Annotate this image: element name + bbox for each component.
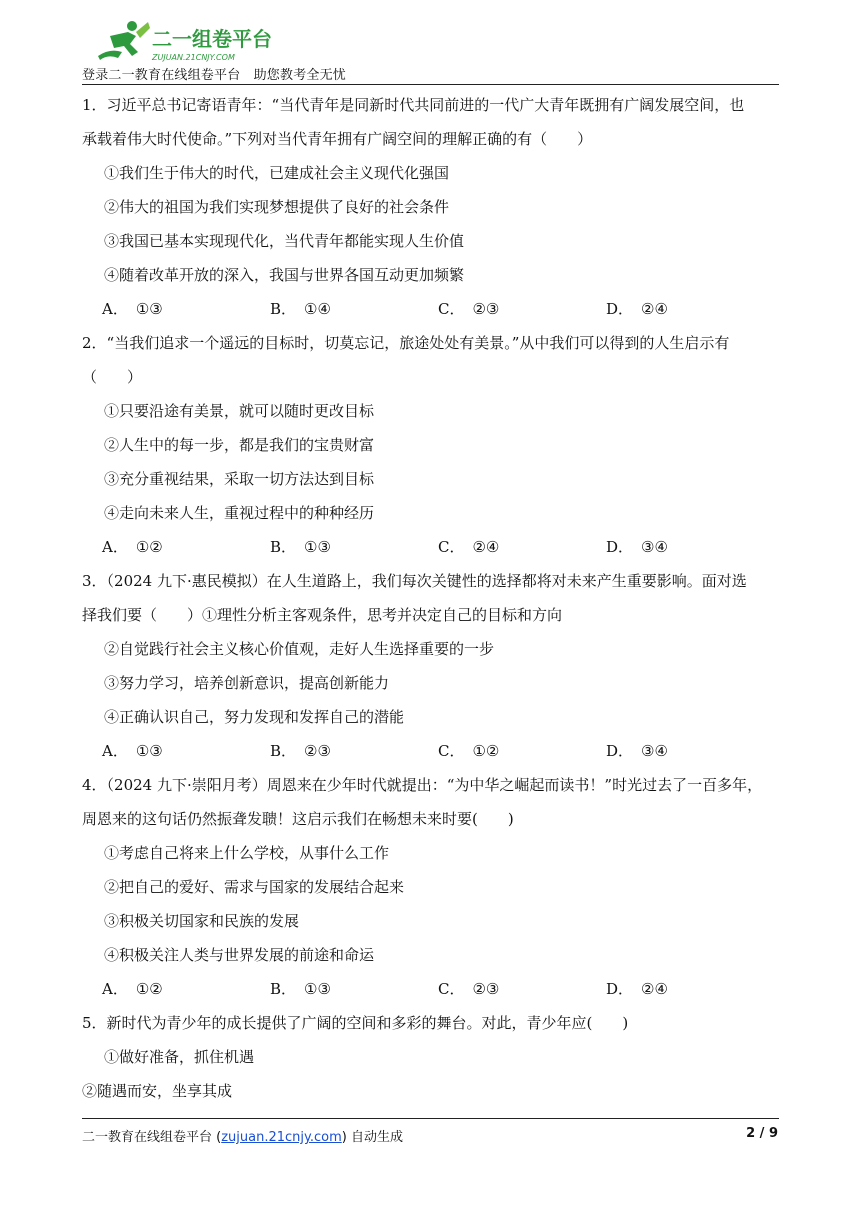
statement-option: ③努力学习，培养创新意识，提高创新能力 <box>104 674 390 692</box>
statement-option: ②伟大的祖国为我们实现梦想提供了良好的社会条件 <box>104 198 450 216</box>
question-stem-line: 承载着伟大时代使命。”下列对当代青年拥有广阔空间的理解正确的有（ ） <box>82 130 593 148</box>
answer-choice[interactable] <box>102 292 270 326</box>
statement-option: ①只要沿途有美景，就可以随时更改目标 <box>104 402 375 420</box>
statement-option: ②随遇而安，坐享其成 <box>82 1082 233 1100</box>
choice-value: ①③ <box>304 538 331 556</box>
choice-value: ①② <box>472 742 500 760</box>
answer-choice[interactable] <box>102 530 270 564</box>
question-5 <box>82 1006 782 1108</box>
footer-link[interactable]: zujuan.21cnjy.com <box>221 1130 342 1145</box>
answer-choice[interactable] <box>102 734 270 768</box>
choice-value: ①③ <box>304 980 331 998</box>
footer-divider <box>82 1118 779 1119</box>
choice-letter: D． <box>606 538 634 556</box>
choice-value: ①③ <box>135 742 163 760</box>
running-figure-icon <box>98 21 150 60</box>
question-2 <box>82 326 782 564</box>
choice-value: ②③ <box>304 742 331 760</box>
statement-option: ③我国已基本实现现代化，当代青年都能实现人生价值 <box>104 232 465 250</box>
answer-choice[interactable] <box>606 972 774 1006</box>
statement-option: ①考虑自己将来上什么学校，从事什么工作 <box>104 844 390 862</box>
choice-value: ①④ <box>304 300 331 318</box>
choice-value: ②④ <box>472 538 500 556</box>
choice-letter: D． <box>606 742 634 760</box>
question-stem-line: （ ） <box>82 368 143 386</box>
header-divider <box>82 84 779 85</box>
statement-option: ④正确认识自己，努力发现和发挥自己的潜能 <box>104 708 405 726</box>
choice-letter: D． <box>606 980 634 998</box>
choice-letter: B． <box>270 980 297 998</box>
header-tagline: 登录二一教育在线组卷平台 助您教考全无忧 <box>82 68 347 83</box>
choice-value: ③④ <box>641 538 668 556</box>
statement-option: ③充分重视结果，采取一切方法达到目标 <box>104 470 375 488</box>
choice-letter: C． <box>438 980 465 998</box>
choice-letter: B． <box>270 742 297 760</box>
choice-value: ①② <box>135 980 163 998</box>
choice-letter: A． <box>102 980 128 998</box>
choice-letter: A． <box>102 742 128 760</box>
answer-choice[interactable] <box>606 292 774 326</box>
answer-choice[interactable] <box>438 734 606 768</box>
answer-choices <box>82 292 782 326</box>
statement-option: ④随着改革开放的深入，我国与世界各国互动更加频繁 <box>104 266 465 284</box>
statement-option: ②自觉践行社会主义核心价值观，走好人生选择重要的一步 <box>104 640 495 658</box>
answer-choice[interactable] <box>270 972 438 1006</box>
choice-letter: C． <box>438 300 465 318</box>
logo-text: 二一组卷平台 <box>152 27 272 51</box>
answer-choices <box>82 530 782 564</box>
question-stem-line: 1．习近平总书记寄语青年：“当代青年是同新时代共同前进的一代广大青年既拥有广阔发展空间，也 <box>82 96 745 114</box>
answer-choice[interactable] <box>270 734 438 768</box>
footer-source <box>82 1126 403 1145</box>
choice-letter: A． <box>102 300 128 318</box>
question-stem-line: 4．（2024 九下·崇阳月考）周恩来在少年时代就提出：“为中华之崛起而读书！”时光过去了一百多年， <box>82 776 763 794</box>
statement-option: ④走向未来人生，重视过程中的种种经历 <box>104 504 375 522</box>
answer-choice[interactable] <box>606 530 774 564</box>
question-stem-line: 3．（2024 九下·惠民模拟）在人生道路上，我们每次关键性的选择都将对未来产生重要影响。面对选 <box>82 572 747 590</box>
footer-suffix: ) 自动生成 <box>341 1130 403 1145</box>
choice-letter: C． <box>438 538 465 556</box>
choice-value: ②④ <box>641 300 668 318</box>
question-1 <box>82 88 782 326</box>
choice-value: ②③ <box>472 300 500 318</box>
choice-letter: A． <box>102 538 128 556</box>
answer-choice[interactable] <box>270 530 438 564</box>
statement-option: ①做好准备，抓住机遇 <box>104 1048 255 1066</box>
footer-prefix: 二一教育在线组卷平台 ( <box>82 1130 222 1145</box>
answer-choice[interactable] <box>102 972 270 1006</box>
answer-choice[interactable] <box>438 972 606 1006</box>
logo-url: ZUJUAN.21CNJY.COM <box>152 53 235 62</box>
question-stem-line: 周恩来的这句话仍然振聋发聩！这启示我们在畅想未来时要( ) <box>82 810 514 828</box>
choice-letter: B． <box>270 300 297 318</box>
question-list <box>82 88 782 1108</box>
question-3 <box>82 564 782 768</box>
choice-letter: B． <box>270 538 297 556</box>
question-stem-line: 择我们要（ ）①理性分析主客观条件，思考并决定自己的目标和方向 <box>82 606 563 624</box>
statement-option: ①我们生于伟大的时代，已建成社会主义现代化强国 <box>104 164 450 182</box>
statement-option: ②人生中的每一步，都是我们的宝贵财富 <box>104 436 375 454</box>
choice-value: ②④ <box>641 980 668 998</box>
choice-letter: D． <box>606 300 634 318</box>
question-stem-line: 5．新时代为青少年的成长提供了广阔的空间和多彩的舞台。对此，青少年应( ) <box>82 1014 629 1032</box>
question-4 <box>82 768 782 1006</box>
choice-value: ③④ <box>641 742 668 760</box>
statement-option: ②把自己的爱好、需求与国家的发展结合起来 <box>104 878 405 896</box>
choice-value: ②③ <box>472 980 500 998</box>
choice-value: ①② <box>135 538 163 556</box>
page-number: 2 / 9 <box>746 1126 778 1141</box>
answer-choice[interactable] <box>438 292 606 326</box>
answer-choices <box>82 734 782 768</box>
answer-choice[interactable] <box>606 734 774 768</box>
answer-choice[interactable] <box>438 530 606 564</box>
answer-choice[interactable] <box>270 292 438 326</box>
statement-option: ③积极关切国家和民族的发展 <box>104 912 300 930</box>
choice-letter: C． <box>438 742 465 760</box>
statement-option: ④积极关注人类与世界发展的前途和命运 <box>104 946 375 964</box>
site-logo <box>92 18 282 66</box>
question-stem-line: 2．“当我们追求一个遥远的目标时，切莫忘记，旅途处处有美景。”从中我们可以得到的人生启示有 <box>82 334 730 352</box>
choice-value: ①③ <box>135 300 163 318</box>
answer-choices <box>82 972 782 1006</box>
